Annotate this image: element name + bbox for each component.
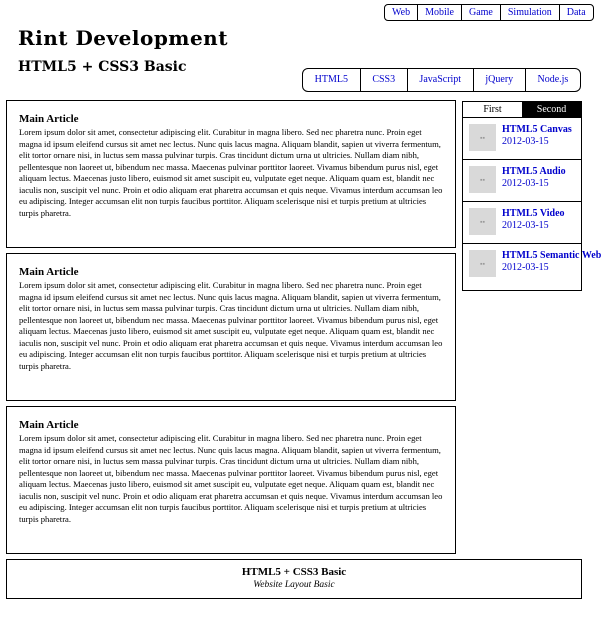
- section-nav-jquery-link[interactable]: jQuery: [474, 69, 526, 91]
- top-nav-simulation-link[interactable]: Simulation: [501, 5, 560, 20]
- sidebar: [462, 101, 601, 291]
- sidebar-tabs: [463, 102, 581, 118]
- main-article-3: [6, 406, 456, 554]
- article-heading: Main Article: [19, 419, 79, 431]
- site-subtitle: HTML5 + CSS3 Basic: [18, 59, 187, 75]
- main-article-1: [6, 100, 456, 248]
- section-nav-css3-link[interactable]: CSS3: [361, 69, 408, 91]
- sidebar-item-title[interactable]: HTML5 Canvas: [502, 124, 572, 135]
- top-nav-data-link[interactable]: Data: [566, 7, 586, 18]
- top-nav-web-link[interactable]: Web: [385, 5, 418, 20]
- sidebar-item-date: 2012-03-15: [502, 178, 549, 189]
- sidebar-item-date: 2012-03-15: [502, 136, 549, 147]
- article-heading: Main Article: [19, 113, 79, 125]
- sidebar-list: [463, 118, 601, 286]
- footer-title: HTML5 + CSS3 Basic: [241, 566, 347, 578]
- article-body: Lorem ipsum dolor sit amet, consectetur adipiscing elit. Curabitur in magna libero. Sed nec pharetra nunc. Proin eget magna id ipsum eleifend cursus sit amet nec lectus. Nunc quis lacus magna. Aliquam blandit, sapien ut viverra fermentum, elit tortor ornare nisi, in luctus sem massa pulvinar turpis. Cras tincidunt dictum urna ut ultricies. Nullam diam nibh, pellentesque non laoreet ut, bibendum nec massa. Maecenas pulvinar porttitor laoreet. Vivamus bibendum purus nisl, eget aliquam lectus. Maecenas justo libero, euismod sit amet suscipit eu, vulputate eget neque. Aliquam quam est, blandit nec iaculis non, suscipit vel nunc. Proin et odio aliquam erat pharetra accumsan et quis neque. Vivamus interdum accumsan leo eu adipiscing. Integer accumsan elit non turpis faucibus porttitor. Aliquam scelerisque nisi et turpis pretium at ultricies turpis pharetra.: [19, 433, 443, 524]
- sidebar-item-title[interactable]: HTML5 Audio: [502, 166, 566, 177]
- site-title: Rint Development: [18, 26, 228, 50]
- tab-second[interactable]: Second: [522, 102, 581, 118]
- article-heading: Main Article: [19, 266, 79, 278]
- sidebar-item-date: 2012-03-15: [502, 220, 549, 231]
- section-nav-javascript-link[interactable]: JavaScript: [408, 69, 474, 91]
- section-nav-html5-link[interactable]: HTML5: [303, 69, 361, 91]
- top-nav-game-link[interactable]: Game: [462, 5, 501, 20]
- section-nav: [302, 68, 581, 92]
- tab-first[interactable]: First: [463, 102, 522, 118]
- sidebar-item-date: 2012-03-15: [502, 262, 549, 273]
- article-body: Lorem ipsum dolor sit amet, consectetur adipiscing elit. Curabitur in magna libero. Sed nec pharetra nunc. Proin eget magna id ipsum eleifend cursus sit amet nec lectus. Nunc quis lacus magna. Aliquam blandit, sapien ut viverra fermentum, elit tortor ornare nisi, in luctus sem massa pulvinar turpis. Cras tincidunt dictum urna ut ultricies. Nullam diam nibh, pellentesque non laoreet ut, bibendum nec massa. Maecenas pulvinar porttitor laoreet. Vivamus bibendum purus nisl, eget aliquam lectus. Maecenas justo libero, euismod sit amet suscipit eu, vulputate eget neque. Aliquam quam est, blandit nec iaculis non, suscipit vel nunc. Proin et odio aliquam erat pharetra accumsan et quis neque. Vivamus interdum accumsan leo eu adipiscing. Integer accumsan elit non turpis faucibus porttitor. Aliquam scelerisque nisi et turpis pretium at ultricies turpis pharetra.: [19, 280, 443, 371]
- image-placeholder-icon: ▪▪: [469, 124, 496, 151]
- top-nav: [384, 4, 594, 21]
- image-placeholder-icon: ▪▪: [469, 250, 496, 277]
- top-nav-mobile-link[interactable]: Mobile: [418, 5, 462, 20]
- footer-subtitle: Website Layout Basic: [253, 580, 335, 590]
- sidebar-item-html5-audio[interactable]: [463, 160, 581, 202]
- sidebar-item-title[interactable]: HTML5 Semantic Web: [502, 250, 601, 261]
- image-placeholder-icon: ▪▪: [469, 166, 496, 193]
- sidebar-item-html5-semantic-web[interactable]: [463, 244, 601, 286]
- section-nav-nodejs-link[interactable]: Node.js: [537, 74, 569, 85]
- article-body: Lorem ipsum dolor sit amet, consectetur adipiscing elit. Curabitur in magna libero. Sed nec pharetra nunc. Proin eget magna id ipsum eleifend cursus sit amet nec lectus. Nunc quis lacus magna. Aliquam blandit, sapien ut viverra fermentum, elit tortor ornare nisi, in luctus sem massa pulvinar turpis. Cras tincidunt dictum urna ut ultricies. Nullam diam nibh, pellentesque non laoreet ut, bibendum nec massa. Maecenas pulvinar porttitor laoreet. Vivamus bibendum purus nisl, eget aliquam lectus. Maecenas justo libero, euismod sit amet suscipit eu, vulputate eget neque. Aliquam quam est, blandit nec iaculis non, suscipit vel nunc. Proin et odio aliquam erat pharetra accumsan et quis neque. Vivamus interdum accumsan leo eu adipiscing. Integer accumsan elit non turpis faucibus porttitor. Aliquam scelerisque nisi et turpis pretium at ultricies turpis pharetra.: [19, 127, 443, 218]
- page-footer: [6, 559, 582, 599]
- sidebar-item-title[interactable]: HTML5 Video: [502, 208, 565, 219]
- sidebar-item-html5-canvas[interactable]: [463, 118, 581, 160]
- image-placeholder-icon: ▪▪: [469, 208, 496, 235]
- sidebar-item-html5-video[interactable]: [463, 202, 581, 244]
- main-article-2: [6, 253, 456, 401]
